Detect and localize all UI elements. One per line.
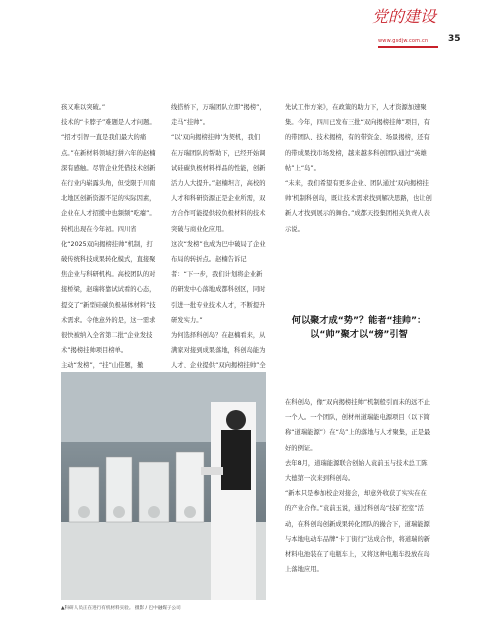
paragraph: “招才引智一直是我们最大的痛点。”在新材料领域打拼六年的赵楠深有感触。尽管企业凭借技术创新在行业内崭露头角，但受限于川南北地区创新资源不足的实际因素，企业在人才招揽中也频频“吃瘪”。 — [61, 134, 156, 218]
header-rule — [378, 46, 438, 48]
paragraph: 线搭桥下，万瑞团队立即“揭榜”，走马“挂帅”。 — [171, 104, 266, 127]
website-url: www.gsdjw.com.cn — [378, 38, 429, 44]
paragraph: 去年8月，道瑞能源联合创始人袁前玉与技术总工陈大德第一次来到科创岛。 — [285, 459, 428, 483]
paragraph: 在科创岛，像“双向揭榜挂帅”机制般引而未的远不止一个人。一个团队，创材州道瑞能电源项目（以下简称“道瑞能源”）在“岛”上的落地与人才聚集，正是最好的例证。 — [285, 399, 431, 452]
page-header — [0, 0, 485, 70]
paragraph: 为何选择科创岛？在赵楠看来，从满家对接到成果落地，科创岛能为人才、企业提供“双向揭榜挂帅”全 — [171, 332, 266, 370]
page-number: 35 — [448, 34, 461, 44]
paragraph: 这次“发榜”也成为巴中破局了企业布局的转折点。赵楠告诉记者：“下一步，我们计划将企业新的研发中心落地成都科创区，同时引进一批专业技术人才，不断提升研发实力。” — [171, 240, 266, 324]
lab-photo — [61, 372, 266, 600]
article-column-3-top — [285, 100, 433, 237]
article-column-3-bottom — [285, 395, 433, 577]
paragraph: 转机出现在今年初。四川省化“2025双向揭榜挂帅”机制，打破传统科技成果转化模式，直接聚焦企业与科研机构。高校团队的对接桥梁，赵瑞将靠试试看的心态，提交了“新型硅碳负极基体材料”技术需求。令他意外的是，这一需求很快被纳入全省第二批“企业发技术”揭榜挂帅项目榜单。 — [61, 225, 156, 355]
section-subheading: 何以聚才成“势”？能者“挂帅”：以“帅”聚才以“榜”引智 — [291, 315, 427, 340]
svg-text:党的建设: 党的建设 — [372, 7, 437, 26]
photo-caption: ▲科研人员正在进行有机材料实验。 摄影 / 巴中融媒子公司 — [61, 606, 181, 611]
paragraph: “未来，我们希望有更多企业、团队通过‘双向揭榜挂帅’机制科创岛，既让技术需求找到解决思路，也让创新人才找到展示的舞台。”成都天投集团相关负责人表示说。 — [285, 180, 432, 233]
paragraph: 孩又难以突破。” — [61, 104, 106, 111]
paragraph: 技术的“卡脖子”难题是人才问题。 — [61, 119, 156, 127]
paragraph: 主动“发榜”，“挂”山佳题，撤 — [61, 362, 144, 370]
paragraph: “新本只是参加校企对接会，却意外收获了实实在在的产业合作。”袁前玉说，通过科创岛“技矿控室”活动，在科创岛创新成果转化团队的撮合下，道瑞能源与本地电动车品牌“卡丁街行”达成合作，将道瑞的新材料电池装在了电瓶车上，又将这种电瓶车投放在岛上落地应用。 — [285, 490, 431, 574]
lab-scene-illustration — [61, 372, 266, 600]
magazine-logo — [370, 2, 440, 30]
paragraph: “以‘双向揭榜挂帅’为契机，我们在万瑞团队的帮助下，已经开始调试硅碳负极材料样品的性能，创新活力人大提升。”赵楠坦言，高校的人才和科研资源正是企业所需，双方合作可能提供较负极材料的技术突破与商业化应用。 — [171, 134, 266, 233]
paragraph: 先试工作方案》，在政策的助力下，人才资源加速聚集。今年，四川已发布三批“双向揭榜挂帅”项目，有的带团队、技术揭榜，有的带资金、场景揭榜，还有的带成果找市场发榜，越来越多科创团队通过“英雄帖”上“岛”。 — [285, 104, 431, 172]
